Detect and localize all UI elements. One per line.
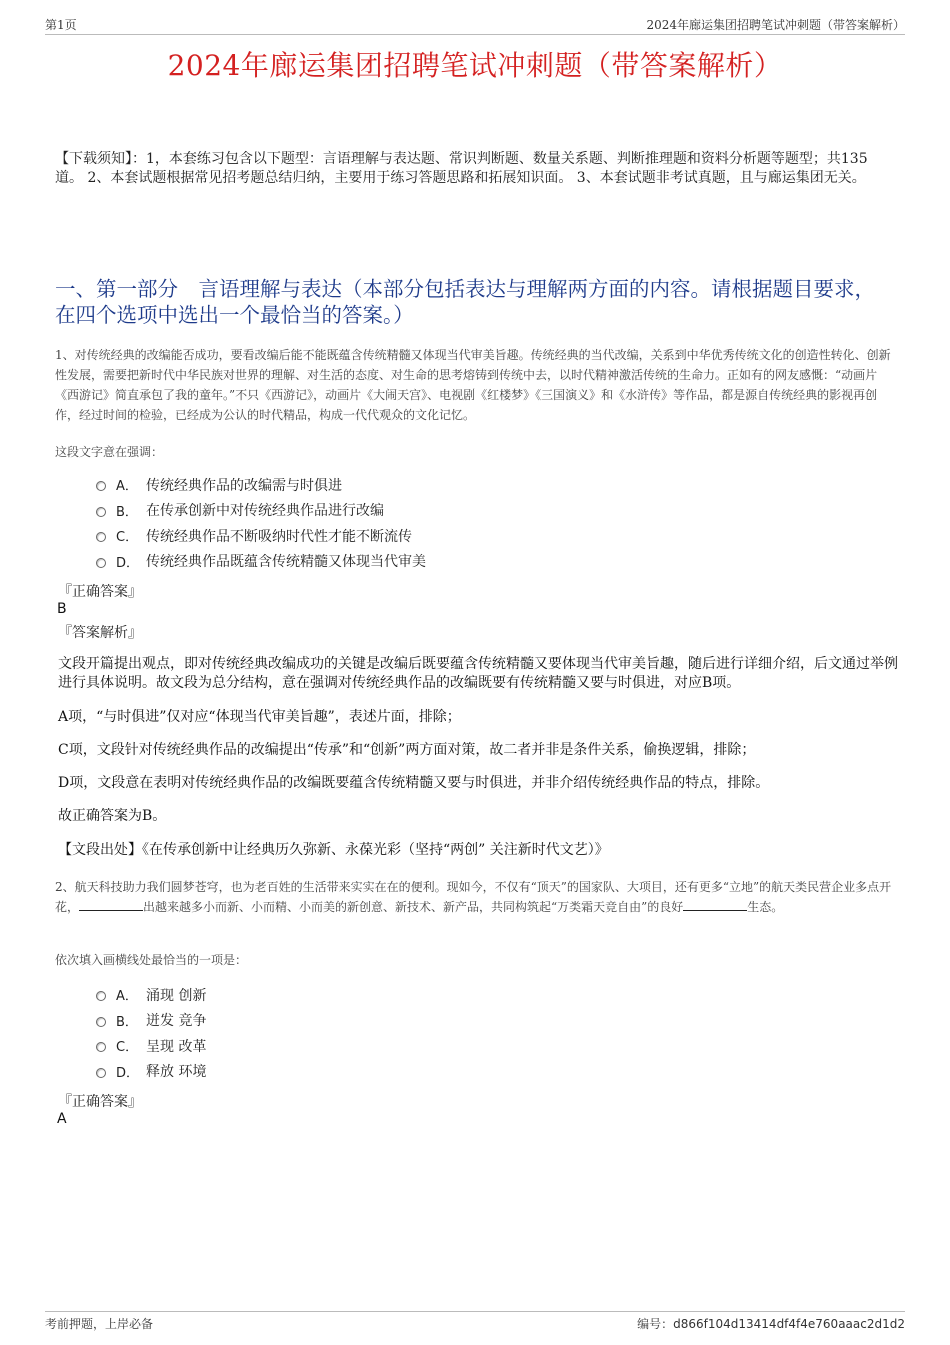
analysis-source: 【文段出处】《在传承创新中让经典历久弥新、永葆光彩（坚持“两创” 关注新时代文艺）》 <box>58 842 609 858</box>
question-1-stem: 1、对传统经典的改编能否成功，要看改编后能不能既蕴含传统精髓又体现当代审美旨趣。传统经典的当代改编，关系到中华优秀传统文化的创造性转化、创新性发展，需要把新时代中华民族对世界的理解、对生活的态度、对生命的思考熔铸到传统中去，以时代精神激活传统的生命力。正如有的网友感慨：“动画片《西游记》简直承包了我的童年。”不只《西游记》，动画片《大闹天宫》、电视剧《红楼梦》《三国演义》和《水浒传》等作品，都是源自传统经典的影视再创作，经过时间的检验，已经成为公认的时代精品，构成一代代观众的文化记忆。 <box>55 348 891 422</box>
header-doc-name: 2024年廊运集团招聘笔试冲刺题（带答案解析） <box>646 18 905 32</box>
analysis-paragraph: 故正确答案为B。 <box>58 808 167 824</box>
analysis-paragraph: C项，文段针对传统经典作品的改编提出“传承”和“创新”两方面对策，故二者并非是条件关系，偷换逻辑，排除； <box>58 742 756 758</box>
question-2-answer-label: 『正确答案』 <box>58 1094 142 1110</box>
question-2-option-a[interactable]: A． 涌现 创新 <box>96 982 206 1008</box>
question-1-option-d[interactable]: D． 传统经典作品既蕴含传统精髓又体现当代审美 <box>96 549 426 575</box>
fill-blank <box>79 898 143 911</box>
question-2-options <box>96 982 206 1084</box>
question-2-answer: A <box>57 1111 67 1127</box>
radio-icon[interactable] <box>96 1068 106 1078</box>
radio-icon[interactable] <box>96 558 106 568</box>
question-1-analysis-label: 『答案解析』 <box>58 625 142 641</box>
analysis-paragraph: 文段开篇提出观点，即对传统经典改编成功的关键是改编后既要蕴含传统精髓又要体现当代审美旨趣，随后进行详细介绍，后文通过举例进行具体说明。故文段为总分结构，意在强调对传统经典作品的改编既要有传统精髓又要与时俱进，对应B项。 <box>58 656 898 691</box>
page-header <box>45 14 905 35</box>
fill-blank <box>683 898 747 911</box>
radio-icon[interactable] <box>96 991 106 1001</box>
download-notice: 【下载须知】：1，本套练习包含以下题型：言语理解与表达题、常识判断题、数量关系题、判断推理题和资料分析题等题型；共135道。 2、本套试题根据常见招考题总结归纳，主要用于练习答题思路和拓展知识面。 3、本套试题非考试真题，且与廊运集团无关。 <box>55 151 868 186</box>
analysis-paragraph: A项，“与时俱进”仅对应“体现当代审美旨趣”，表述片面，排除； <box>58 709 461 725</box>
question-2-option-b[interactable]: B． 迸发 竞争 <box>96 1008 206 1034</box>
radio-icon[interactable] <box>96 481 106 491</box>
radio-icon[interactable] <box>96 532 106 542</box>
document-title: 2024年廊运集团招聘笔试冲刺题（带答案解析） <box>167 49 783 82</box>
question-2-prompt: 依次填入画横线处最恰当的一项是： <box>55 953 248 967</box>
footer-code: 编号：d866f104d13414df4f4e760aaac2d1d2 <box>637 1317 905 1331</box>
page-footer <box>45 1311 905 1332</box>
question-1-prompt: 这段文字意在强调： <box>55 445 164 459</box>
footer-slogan: 考前押题，上岸必备 <box>45 1317 154 1331</box>
question-1-option-c[interactable]: C． 传统经典作品不断吸纳时代性才能不断流传 <box>96 523 426 549</box>
page-number: 第1页 <box>45 18 77 32</box>
question-1-option-a[interactable]: A． 传统经典作品的改编需与时俱进 <box>96 472 426 498</box>
question-1-answer-label: 『正确答案』 <box>58 584 142 600</box>
radio-icon[interactable] <box>96 1042 106 1052</box>
section-heading: 一、第一部分 言语理解与表达（本部分包括表达与理解两方面的内容。请根据题目要求，在四个选项中选出一个最恰当的答案。） <box>55 277 875 327</box>
question-2-stem: 2、航天科技助力我们圆梦苍穹，也为老百姓的生活带来实实在在的便利。现如今，不仅有“顶天”的国家队、大项目，还有更多“立地”的航天类民营企业多点开花， 出越来越多小而新、小而精、小而美的新创意、新技术、新产品，共同构筑起“万类霜天竞自由”的良好 生态。 <box>55 880 892 914</box>
question-1-option-b[interactable]: B． 在传承创新中对传统经典作品进行改编 <box>96 498 426 524</box>
question-1-answer: B <box>57 601 67 617</box>
question-2-option-d[interactable]: D． 释放 环境 <box>96 1059 206 1085</box>
radio-icon[interactable] <box>96 1017 106 1027</box>
analysis-paragraph: D项，文段意在表明对传统经典作品的改编既要蕴含传统精髓又要与时俱进，并非介绍传统经典作品的特点，排除。 <box>58 775 770 791</box>
question-1-options <box>96 472 426 574</box>
radio-icon[interactable] <box>96 507 106 517</box>
question-2-option-c[interactable]: C． 呈现 改革 <box>96 1033 206 1059</box>
